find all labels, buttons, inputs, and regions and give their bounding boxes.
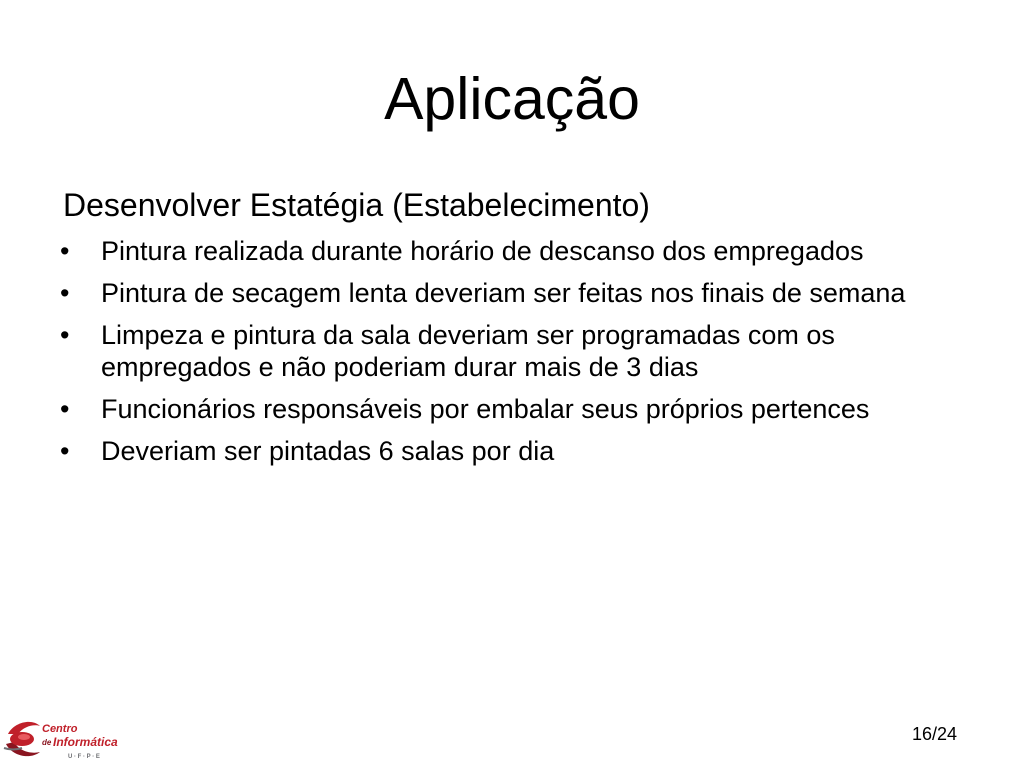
bullet-marker: • bbox=[60, 236, 70, 266]
bullet-list bbox=[60, 235, 980, 477]
logo-text-centro: Centro bbox=[42, 723, 78, 735]
page-number: 16/24 bbox=[912, 724, 958, 744]
bullet-marker: • bbox=[60, 320, 70, 350]
bullet-text: Deveriam ser pintadas 6 salas por dia bbox=[101, 436, 555, 466]
bullet-text: Pintura de secagem lenta deveriam ser feitas nos finais de semana bbox=[101, 278, 906, 308]
logo-text-ufpe: U · F · P · E bbox=[68, 754, 100, 760]
bullet-marker: • bbox=[60, 436, 70, 466]
bullet-item bbox=[60, 319, 980, 383]
bullet-item bbox=[60, 277, 980, 309]
logo-emblem-highlight bbox=[18, 734, 30, 740]
bullet-text: Pintura realizada durante horário de descanso dos empregados bbox=[101, 236, 864, 266]
bullet-item bbox=[60, 235, 980, 267]
bullet-item bbox=[60, 435, 980, 467]
centro-informatica-logo bbox=[2, 714, 138, 764]
slide-subtitle: Desenvolver Estatégia (Estabelecimento) bbox=[63, 187, 650, 223]
bullet-marker: • bbox=[60, 278, 70, 308]
logo-text-informatica: Informática bbox=[53, 735, 118, 749]
slide-title: Aplicação bbox=[384, 66, 640, 132]
bullet-text: Funcionários responsáveis por embalar seus próprios pertences bbox=[101, 394, 870, 424]
logo-text-de: de bbox=[42, 738, 52, 747]
bullet-text: Limpeza e pintura da sala deveriam ser programadas com os empregados e não poderiam durar mais de 3 dias bbox=[101, 320, 835, 382]
bullet-item bbox=[60, 393, 980, 425]
bullet-marker: • bbox=[60, 394, 70, 424]
